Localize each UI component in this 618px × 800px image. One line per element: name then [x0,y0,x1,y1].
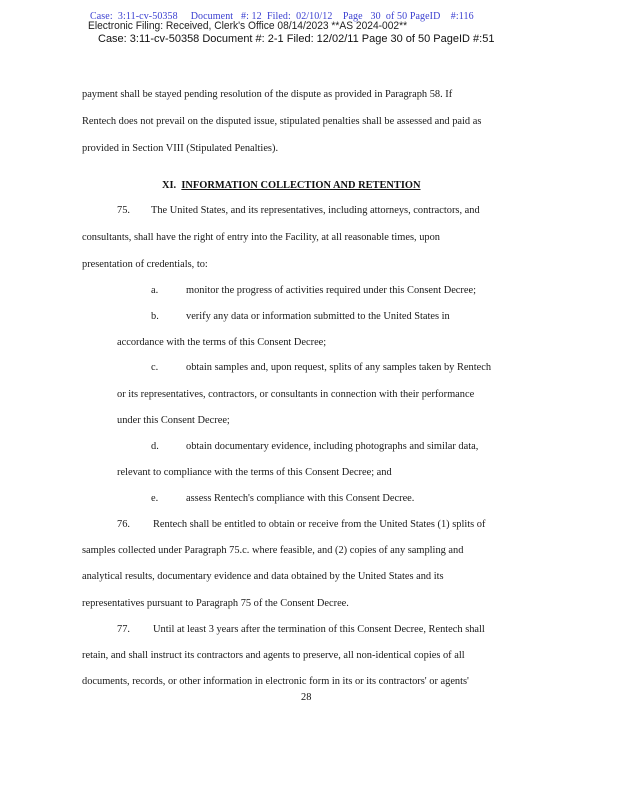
paragraph-line: representatives pursuant to Paragraph 75 of the Consent Decree. [82,598,349,609]
paragraph-line: samples collected under Paragraph 75.c. where feasible, and (2) copies of any sampling and [82,545,464,556]
paragraph-line: documents, records, or other information in electronic form in its or its contractors' or agents' [82,676,469,687]
list-item-label: c. [151,362,159,373]
list-item-line: accordance with the terms of this Consent Decree; [117,337,327,348]
paragraph-line: provided in Section VIII (Stipulated Penalties). [82,143,279,154]
paragraph-line: Rentech shall be entitled to obtain or receive from the United States (1) splits of [153,519,486,530]
paragraph-line: payment shall be stayed pending resolution of the dispute as provided in Paragraph 58. If [82,89,453,100]
paragraph-line: analytical results, documentary evidence and data obtained by the United States and its [82,571,444,582]
paragraph-line: The United States, and its representatives, including attorneys, contractors, and [151,205,480,216]
electronic-filing-stamp: Electronic Filing: Received, Clerk's Office 08/14/2023 **AS 2024-002** [88,20,408,32]
list-item-line: obtain documentary evidence, including photographs and similar data, [186,441,479,452]
page-number: 28 [301,692,312,703]
list-item-line: under this Consent Decree; [117,415,230,426]
list-item-line: obtain samples and, upon request, splits of any samples taken by Rentech [186,362,492,373]
court-header-stamp: Case: 3:11-cv-50358 Document #: 12 Filed: 02/10/12 Page 30 of 50 PageID #:116 [90,11,474,22]
section-heading [162,180,420,191]
paragraph-number: 76. [117,519,130,530]
paragraph-line: Rentech does not prevail on the disputed issue, stipulated penalties shall be assessed and paid as [82,116,482,127]
list-item-line: verify any data or information submitted to the United States in [186,311,450,322]
list-item-label: a. [151,285,159,296]
section-number: XI. [162,180,177,191]
paragraph-number: 77. [117,624,130,635]
list-item-label: d. [151,441,159,452]
paragraph-line: Until at least 3 years after the termination of this Consent Decree, Rentech shall [153,624,485,635]
list-item-label: b. [151,311,159,322]
list-item-line: or its representatives, contractors, or consultants in connection with their performance [117,389,475,400]
paragraph-number: 75. [117,205,130,216]
list-item-line: assess Rentech's compliance with this Consent Decree. [186,493,415,504]
case-header-line: Case: 3:11-cv-50358 Document #: 2-1 Filed: 12/02/11 Page 30 of 50 PageID #:51 [98,33,495,45]
paragraph-line: retain, and shall instruct its contractors and agents to preserve, all non-identical copies of all [82,650,465,661]
paragraph-line: consultants, shall have the right of entry into the Facility, at all reasonable times, upon [82,232,441,243]
section-title: INFORMATION COLLECTION AND RETENTION [181,180,421,191]
list-item-line: monitor the progress of activities required under this Consent Decree; [186,285,476,296]
paragraph-line: presentation of credentials, to: [82,259,208,270]
list-item-label: e. [151,493,159,504]
list-item-line: relevant to compliance with the terms of this Consent Decree; and [117,467,392,478]
